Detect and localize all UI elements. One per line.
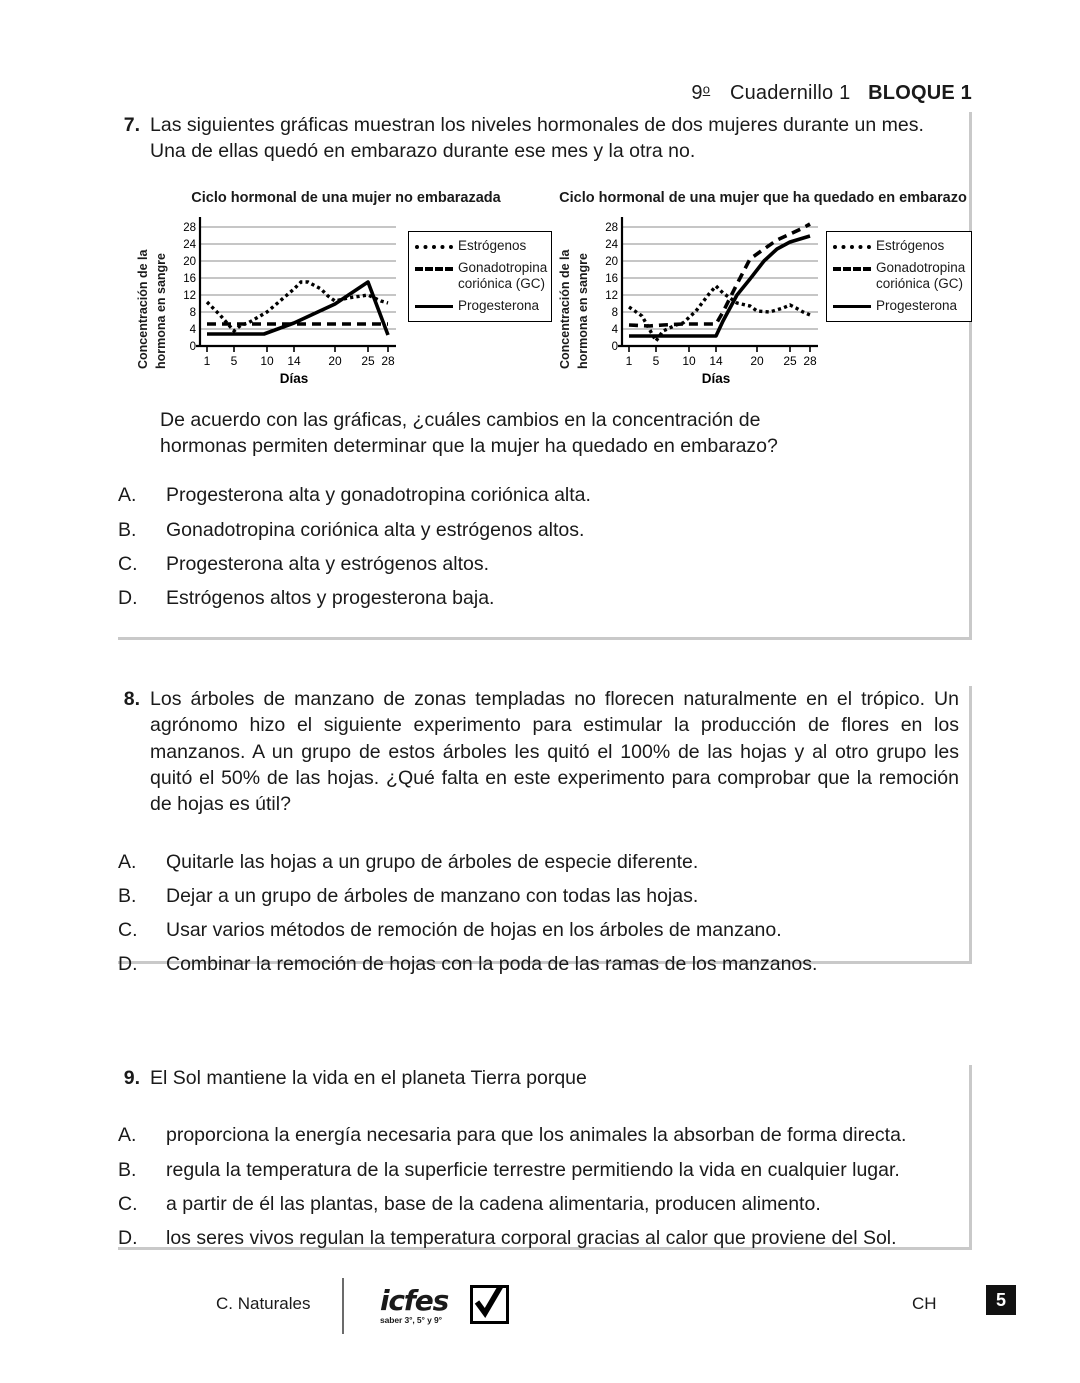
option-8-c-letter: C. bbox=[118, 919, 138, 942]
question-9-options bbox=[118, 1121, 959, 1253]
block-label: BLOQUE 1 bbox=[868, 82, 972, 105]
option-9-d-letter: D. bbox=[118, 1227, 138, 1250]
svg-text:5: 5 bbox=[230, 353, 238, 368]
grade-label: 9$^o$ bbox=[691, 82, 711, 105]
chart-a-legend-label-0: Estrógenos bbox=[458, 237, 527, 253]
chart-b-legend-item-0 bbox=[833, 238, 963, 254]
question-7-header bbox=[118, 112, 959, 165]
footer-divider bbox=[342, 1278, 344, 1334]
question-7-number: 7. bbox=[123, 114, 140, 136]
chart-a-gridlines bbox=[200, 227, 396, 329]
question-block-8 bbox=[118, 686, 972, 976]
chart-a-legend-label-1: Gonadotropina coriónica (GC) bbox=[458, 259, 548, 292]
option-8-a-text: Quitarle las hojas a un grupo de árboles de especie diferente. bbox=[166, 850, 699, 873]
option-7-d-text: Estrógenos altos y progesterona baja. bbox=[166, 587, 495, 609]
svg-text:28: 28 bbox=[605, 221, 618, 234]
option-8-a-letter: A. bbox=[118, 850, 137, 873]
svg-text:1: 1 bbox=[203, 353, 211, 368]
chart-a-ylabel-line2: hormona en sangre bbox=[154, 252, 168, 369]
question-8-options bbox=[118, 848, 959, 980]
option-8-b-letter: B. bbox=[118, 884, 137, 907]
booklet-label: Cuadernillo 1 bbox=[729, 82, 851, 105]
chart-a-legend-label-2: Progesterona bbox=[458, 298, 540, 314]
chart-a-body bbox=[136, 213, 556, 388]
svg-text:20: 20 bbox=[605, 255, 618, 268]
svg-text:28: 28 bbox=[381, 353, 395, 368]
option-7-d[interactable] bbox=[118, 584, 959, 613]
svg-text:25: 25 bbox=[783, 353, 797, 368]
svg-text:20: 20 bbox=[183, 255, 196, 268]
icfes-logo-tagline: saber 3°, 5° y 9° bbox=[380, 1315, 442, 1325]
chart-b-title: Ciclo hormonal de una mujer que ha quedado en embarazo bbox=[559, 189, 967, 206]
svg-text:8: 8 bbox=[611, 306, 618, 319]
option-7-a-letter: A. bbox=[118, 484, 137, 507]
question-7-figures bbox=[118, 189, 967, 407]
svg-text:24: 24 bbox=[605, 238, 618, 251]
option-8-d[interactable] bbox=[118, 950, 959, 979]
svg-text:10: 10 bbox=[682, 353, 696, 368]
chart-a-xlabel: Días bbox=[279, 370, 309, 386]
option-8-c-text: Usar varios métodos de remoción de hojas en los árboles de manzano. bbox=[166, 919, 782, 942]
question-block-7 bbox=[118, 112, 972, 640]
svg-text:4: 4 bbox=[189, 323, 196, 336]
svg-text:0: 0 bbox=[189, 340, 196, 353]
chart-b-legend bbox=[826, 231, 972, 322]
question-9-number: 9. bbox=[123, 1067, 140, 1089]
option-8-a[interactable] bbox=[118, 848, 959, 877]
grade-ordinal: o bbox=[702, 82, 711, 97]
svg-text:4: 4 bbox=[611, 323, 618, 336]
option-7-b[interactable] bbox=[118, 516, 959, 545]
option-7-a[interactable] bbox=[118, 481, 959, 510]
icfes-logo-wordmark: icfes bbox=[380, 1284, 449, 1317]
svg-text:24: 24 bbox=[183, 238, 196, 251]
icfes-logo bbox=[378, 1282, 508, 1334]
question-7-stem: Las siguientes gráficas muestran los niveles hormonales de dos mujeres durante un mes. Una de ellas quedó en embarazo durante ese mes y la otra no. bbox=[150, 114, 924, 163]
option-7-c-letter: C. bbox=[118, 552, 138, 575]
svg-text:0: 0 bbox=[611, 340, 618, 353]
svg-text:12: 12 bbox=[183, 289, 196, 302]
chart-a-ytick-labels bbox=[183, 222, 196, 353]
svg-text:14: 14 bbox=[287, 353, 301, 368]
page-footer bbox=[0, 1278, 1080, 1342]
checkmark-box-icon bbox=[470, 1285, 509, 1324]
chart-a-ylabel-line1: Concentración de la bbox=[136, 249, 150, 369]
svg-text:16: 16 bbox=[183, 272, 196, 285]
chart-b-legend-label-0: Estrógenos bbox=[876, 237, 945, 253]
chart-b-ylabel-line1: Concentración de la bbox=[558, 249, 572, 369]
svg-text:28: 28 bbox=[803, 353, 817, 368]
option-9-c-text: a partir de él las plantas, base de la cadena alimentaria, producen alimento. bbox=[166, 1192, 821, 1215]
chart-b-ylabel-line2: hormona en sangre bbox=[576, 252, 590, 369]
svg-text:12: 12 bbox=[605, 289, 618, 302]
chart-a-legend-item-1 bbox=[415, 259, 548, 292]
dotted-line-icon bbox=[415, 238, 455, 254]
question-7-options bbox=[118, 481, 959, 613]
option-9-b[interactable] bbox=[118, 1156, 959, 1185]
option-9-a[interactable] bbox=[118, 1121, 959, 1150]
svg-text:20: 20 bbox=[328, 353, 342, 368]
chart-b-legend-item-1 bbox=[833, 259, 966, 292]
chart-a-plot bbox=[174, 213, 406, 388]
svg-text:14: 14 bbox=[709, 353, 723, 368]
option-9-a-text: proporciona la energía necesaria para que los animales la absorban de forma directa. bbox=[166, 1124, 907, 1147]
option-9-b-text: regula la temperatura de la superficie terrestre permitiendo la vida en cualquier lugar. bbox=[166, 1158, 900, 1181]
solid-line-icon bbox=[833, 298, 873, 314]
question-8-header bbox=[118, 686, 959, 818]
chart-a-legend-item-0 bbox=[415, 238, 543, 254]
question-8-number: 8. bbox=[123, 688, 140, 710]
chart-a-legend bbox=[408, 231, 552, 322]
option-9-a-letter: A. bbox=[118, 1124, 137, 1147]
option-7-c[interactable] bbox=[118, 550, 959, 579]
option-7-d-letter: D. bbox=[118, 587, 138, 609]
option-7-c-text: Progesterona alta y estrógenos altos. bbox=[166, 552, 490, 575]
option-9-d[interactable] bbox=[118, 1224, 959, 1253]
option-9-b-letter: B. bbox=[118, 1158, 137, 1181]
option-8-d-letter: D. bbox=[118, 953, 138, 976]
chart-b-body bbox=[558, 213, 968, 388]
option-8-c[interactable] bbox=[118, 916, 959, 945]
chart-a-legend-item-2 bbox=[415, 298, 543, 314]
chart-no-pregnancy bbox=[136, 189, 556, 388]
chart-a-ylabel bbox=[136, 213, 176, 369]
svg-text:25: 25 bbox=[361, 353, 375, 368]
chart-b-ylabel bbox=[558, 213, 598, 369]
chart-b-series-gonadotropina bbox=[629, 224, 810, 326]
page-header bbox=[691, 82, 972, 105]
solid-line-icon bbox=[415, 298, 455, 314]
option-8-b-text: Dejar a un grupo de árboles de manzano con todas las hojas. bbox=[166, 884, 699, 907]
chart-b-legend-label-2: Progesterona bbox=[876, 298, 958, 314]
option-8-b[interactable] bbox=[118, 882, 959, 911]
footer-subject: C. Naturales bbox=[216, 1294, 311, 1313]
svg-text:28: 28 bbox=[183, 221, 196, 234]
option-9-d-text: los seres vivos regulan la temperatura corporal gracias al calor que proviene del Sol. bbox=[166, 1227, 897, 1250]
svg-text:8: 8 bbox=[189, 306, 196, 319]
chart-a-xtick-labels bbox=[204, 354, 395, 368]
svg-text:10: 10 bbox=[260, 353, 274, 368]
chart-a-title: Ciclo hormonal de una mujer no embarazada bbox=[191, 189, 501, 206]
option-7-b-text: Gonadotropina coriónica alta y estrógenos altos. bbox=[166, 518, 585, 541]
chart-b-xlabel: Días bbox=[701, 370, 731, 386]
chart-b-legend-label-1: Gonadotropina coriónica (GC) bbox=[876, 259, 966, 292]
page-number-badge: 5 bbox=[986, 1285, 1016, 1315]
option-7-a-text: Progesterona alta y gonadotropina coriónica alta. bbox=[166, 484, 591, 507]
chart-b-legend-item-2 bbox=[833, 298, 963, 314]
option-7-b-letter: B. bbox=[118, 518, 137, 541]
svg-text:5: 5 bbox=[652, 353, 660, 368]
question-block-9 bbox=[118, 1065, 972, 1250]
dashed-line-icon bbox=[833, 260, 873, 276]
question-9-header bbox=[118, 1065, 959, 1091]
svg-text:1: 1 bbox=[625, 353, 633, 368]
chart-pregnancy bbox=[558, 189, 968, 388]
chart-b-plot bbox=[596, 213, 828, 388]
option-9-c-letter: C. bbox=[118, 1192, 138, 1215]
question-9-stem: El Sol mantiene la vida en el planeta Tierra porque bbox=[150, 1067, 587, 1089]
option-8-d-text: Combinar la remoción de hojas con la poda de las ramas de los manzanos. bbox=[166, 953, 818, 976]
option-9-c[interactable] bbox=[118, 1190, 959, 1219]
svg-text:16: 16 bbox=[605, 272, 618, 285]
question-8-stem: Los árboles de manzano de zonas templadas no florecen naturalmente en el trópico. Un agrónomo hizo el siguiente experimento para estimular la producción de flores en los manzanos. A un grupo de estos árboles les quitó el 100% de las hojas y al otro grupo les quitó el 50% de las hojas. ¿Qué falta en este experimento para comprobar que la remoción de hojas es útil? bbox=[150, 688, 959, 816]
chart-a-series-progesterona bbox=[207, 282, 388, 335]
footer-code: CH bbox=[912, 1294, 937, 1313]
dotted-line-icon bbox=[833, 238, 873, 254]
svg-text:20: 20 bbox=[750, 353, 764, 368]
chart-b-ytick-labels bbox=[605, 222, 618, 353]
question-7-subtext: De acuerdo con las gráficas, ¿cuáles cambios en la concentración de hormonas permiten determinar que la mujer ha quedado en embarazo? bbox=[160, 408, 778, 457]
dashed-line-icon bbox=[415, 260, 455, 276]
chart-b-xtick-labels bbox=[626, 354, 817, 368]
